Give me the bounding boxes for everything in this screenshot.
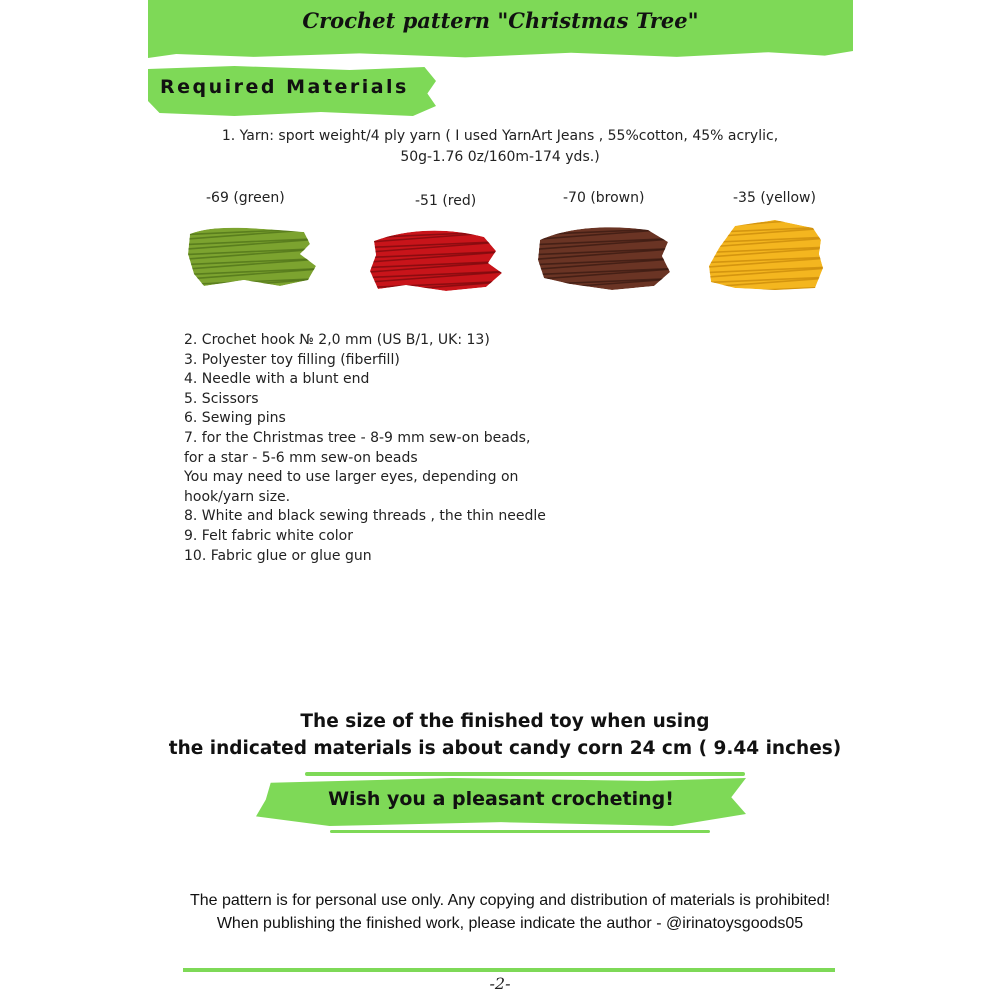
- materials-list-item: 5. Scissors: [184, 390, 259, 407]
- materials-list-item: 6. Sewing pins: [184, 410, 286, 427]
- yarn-swatch-red: [366, 223, 506, 295]
- copyright-notice-line-1: The pattern is for personal use only. Any copying and distribution of materials is prohibited!: [189, 892, 831, 909]
- footer-divider: [183, 968, 835, 972]
- finished-size-note: [150, 708, 860, 762]
- materials-list-item: 4. Needle with a blunt end: [184, 371, 370, 388]
- swatch-label-green: -69 (green): [206, 190, 285, 206]
- materials-list-item: 3. Polyester toy filling (fiberfill): [184, 351, 400, 368]
- materials-list-item: 10. Fabric glue or glue gun: [184, 547, 372, 564]
- materials-list-item: 2. Crochet hook № 2,0 mm (US B/1, UK: 13): [184, 332, 490, 348]
- materials-list-item: hook/yarn size.: [184, 488, 291, 505]
- yarn-swatch-yellow: [705, 218, 845, 290]
- copyright-notice-line-2: When publishing the finished work, please indicate the author - @irinatoysgoods05: [216, 915, 804, 932]
- yarn-description: [190, 126, 810, 168]
- swatch-label-brown: -70 (brown): [563, 190, 645, 206]
- page-number: -2-: [489, 974, 511, 993]
- copyright-notice: [120, 889, 900, 935]
- materials-list-item: You may need to use larger eyes, depending on: [184, 469, 519, 486]
- materials-list-item: 7. for the Christmas tree - 8-9 mm sew-on beads,: [184, 429, 531, 446]
- section-title: Required Materials: [160, 76, 409, 98]
- finished-size-line-1: The size of the finished toy when using: [300, 711, 710, 732]
- materials-list-item: 8. White and black sewing threads , the thin needle: [184, 508, 546, 525]
- finished-size-line-2: the indicated materials is about candy corn 24 cm ( 9.44 inches): [168, 738, 842, 759]
- swatch-label-yellow: -35 (yellow): [733, 190, 816, 206]
- materials-list-item: 9. Felt fabric white color: [184, 527, 353, 544]
- yarn-swatch-green: [184, 220, 324, 292]
- wish-message: Wish you a pleasant crocheting!: [328, 788, 674, 810]
- brush-stroke-top: [305, 772, 745, 776]
- yarn-description-line-2: 50g-1.76 0z/160m-174 yds.): [400, 149, 600, 165]
- materials-list: [184, 331, 744, 566]
- yarn-swatch-brown: [536, 220, 676, 292]
- brush-stroke-bottom: [330, 830, 710, 833]
- yarn-description-line-1: 1. Yarn: sport weight/4 ply yarn ( I used YarnArt Jeans , 55%cotton, 45% acrylic,: [221, 128, 779, 144]
- materials-list-item: for a star - 5-6 mm sew-on beads: [184, 449, 418, 466]
- page-title: Crochet pattern "Christmas Tree": [302, 8, 699, 33]
- swatch-label-red: -51 (red): [415, 193, 477, 209]
